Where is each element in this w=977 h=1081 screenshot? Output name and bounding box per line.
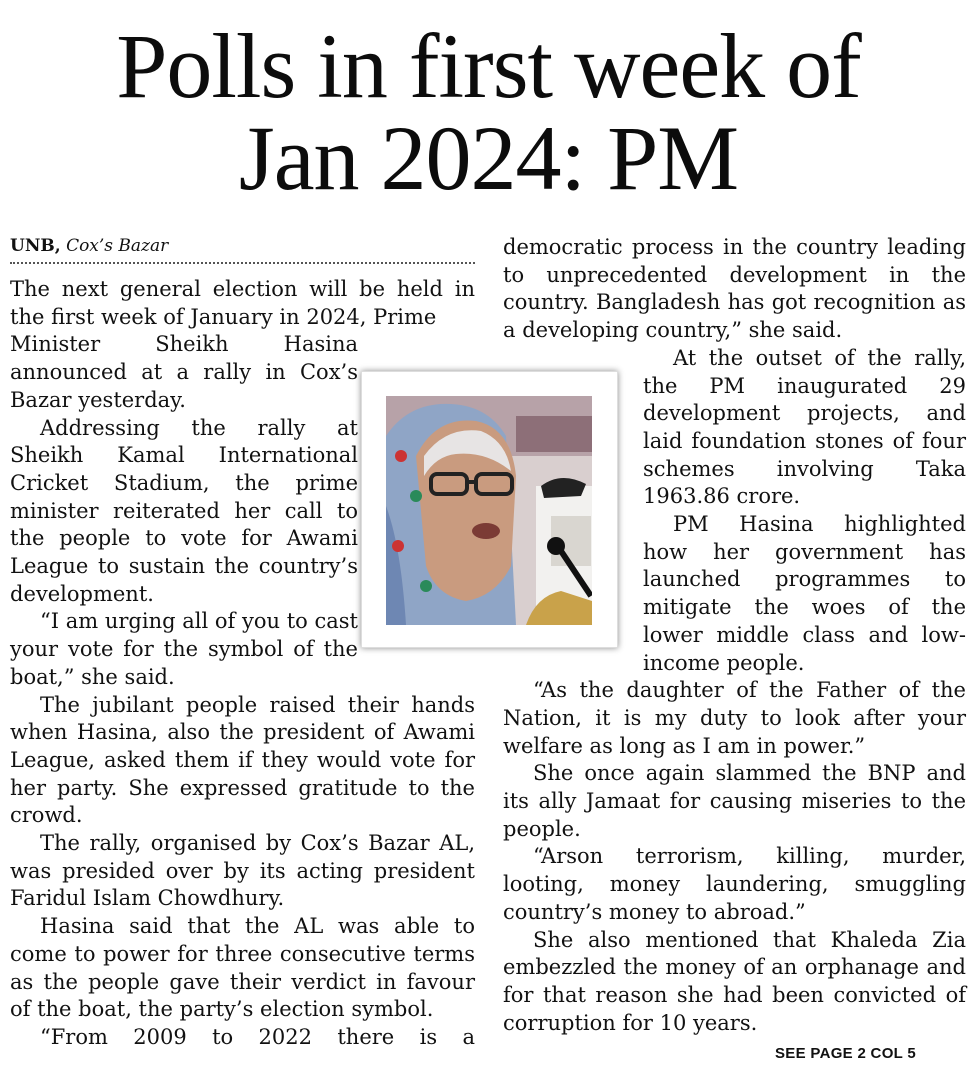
paragraph-9: At the outset of the rally, the PM inaugurated 29 development projects, and laid foundation stones of four schemes involving Taka 1963.86 crore.	[643, 345, 966, 509]
paragraph-5: The rally, organised by Cox’s Bazar AL, was presided over by its acting president Faridul Islam Chowdhury.	[10, 831, 475, 911]
paragraph-12: She once again slammed the BNP and its ally Jamaat for causing miseries to the people.	[503, 761, 966, 841]
headline-line-2: Jan 2024: PM	[238, 107, 739, 209]
jump-line[interactable]: SEE PAGE 2 COL 5	[775, 1045, 916, 1062]
paragraph-7: “From 2009 to 2022 there is a	[40, 1024, 475, 1049]
paragraph-14: She also mentioned that Khaleda Zia embezzled the money of an orphanage and for that reason she had been convicted of corruption for 10 years.	[503, 927, 966, 1035]
paragraph-lead-start: The next general election will be held in the first week of January in 2024, Prime	[10, 277, 475, 329]
paragraph-10: PM Hasina highlighted how her government has launched programmes to mitigate the woes of the lower middle class and low-income people.	[643, 512, 966, 675]
paragraph-8: democratic process in the country leading to unprecedented development in the country. Bangladesh has got recognition as a developing country,” she said.	[503, 235, 966, 343]
headline	[0, 15, 977, 209]
paragraph-11: “As the daughter of the Father of the Nation, it is my duty to look after your welfare as long as I am in power.”	[503, 678, 966, 758]
paragraph-3: “I am urging all of you to cast your vote for the symbol of the boat,” she said.	[10, 609, 358, 689]
paragraph-lead-part-b: Minister Sheikh Hasina announced at a rally in Cox’s Bazar yesterday.	[10, 332, 358, 412]
byline-agency: UNB,	[10, 236, 61, 256]
byline-place: Cox’s Bazar	[66, 236, 169, 256]
headline-line-1: Polls in first week of	[116, 15, 861, 117]
byline	[10, 236, 475, 256]
paragraph-6: Hasina said that the AL was able to come to power for three consecutive terms as the people gave their verdict in favour of the boat, the party’s election symbol.	[10, 914, 475, 1022]
paragraph-13: “Arson terrorism, killing, murder, looting, money laundering, smuggling country’s money to abroad.”	[503, 844, 966, 924]
byline-divider	[10, 262, 475, 264]
paragraph-4: The jubilant people raised their hands when Hasina, also the president of Awami League, asked them if they would vote for her party. She expressed gratitude to the crowd.	[10, 692, 475, 828]
photo-frame	[361, 371, 618, 648]
portrait-photo	[386, 396, 592, 625]
paragraph-lead-part-a	[10, 276, 475, 331]
portrait-photo-icon	[386, 396, 592, 625]
paragraph-2: Addressing the rally at Sheikh Kamal International Cricket Stadium, the prime minister reiterated her call to the people to vote for Awami League to sustain the country’s development.	[10, 415, 358, 606]
